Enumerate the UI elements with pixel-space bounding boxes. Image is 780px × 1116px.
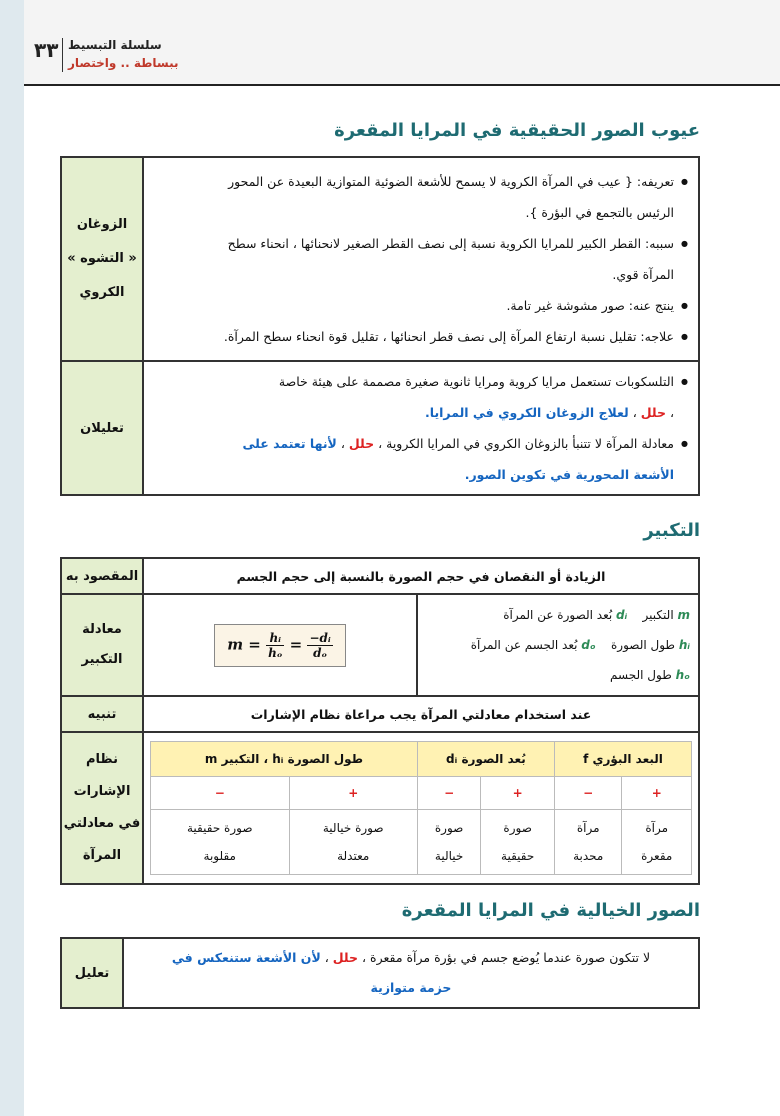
table-row — [61, 696, 699, 732]
sign-desc — [151, 810, 290, 875]
bullet-cause — [152, 228, 688, 290]
magnification-equation: m = $\frac{\text{hᵢ}}{\text{hₒ}}$ = $\frac{\text{−dᵢ}}{\text{dₒ}}$ — [214, 624, 346, 667]
legend-text: بُعد الجسم عن المرآة — [470, 638, 578, 652]
reason-answer: لأن الأشعة ستنعكس في — [171, 950, 321, 965]
reason-answer: حزمة متوازية — [370, 980, 452, 995]
header-divider — [62, 38, 63, 72]
label-line: في معادلتي — [63, 816, 141, 831]
reason-answer: لأنها تعتمد على — [242, 436, 337, 451]
cause-line: المرآة قوي. — [612, 267, 674, 282]
legend-symbol: dᵢ — [616, 608, 628, 622]
aberration-table — [60, 156, 700, 496]
desc-line: مقعرة — [641, 849, 673, 863]
section-heading-spherical-aberration: عيوب الصور الحقيقية في المرايا المقعرة — [334, 120, 700, 141]
label-line: الكروي — [79, 285, 125, 300]
eq-denominator: hₒ — [268, 645, 283, 660]
bullet-definition — [152, 166, 688, 228]
legend-symbol: hₒ — [675, 668, 690, 682]
sign-desc — [289, 810, 417, 875]
reason-text: التلسكوبات تستعمل مرايا كروية ومرايا ثانوية صغيرة مصممة على هيئة خاصة — [278, 374, 674, 389]
reason-answer: الأشعة المحورية في تكوين الصور. — [464, 467, 674, 482]
sign-mark: − — [554, 777, 622, 810]
aberration-details — [143, 157, 699, 361]
sign-mark: + — [481, 777, 555, 810]
table-row — [61, 594, 699, 696]
desc-line: مقلوبة — [203, 849, 236, 863]
label-line: التكبير — [81, 652, 123, 667]
row-label-reasons: تعليلان — [61, 361, 143, 495]
legend-text: بُعد الصورة عن المرآة — [503, 608, 613, 622]
sign-desc — [554, 810, 622, 875]
row-label-equation — [61, 594, 143, 696]
table-row — [61, 938, 699, 1008]
eq-fraction-heights — [266, 631, 284, 660]
sign-mark: + — [289, 777, 417, 810]
legend-symbol: hᵢ — [678, 638, 690, 652]
series-title: سلسلة التبسيط — [68, 38, 162, 52]
virtual-images-table — [60, 937, 700, 1009]
sign-convention-table — [150, 741, 692, 875]
label-line: المرآة — [82, 848, 122, 863]
desc-line: محدبة — [573, 849, 604, 863]
desc-line: صورة — [434, 821, 464, 835]
table-row — [61, 361, 699, 495]
sign-desc — [417, 810, 480, 875]
sign-head-image-distance: بُعد الصورة dᵢ — [417, 742, 554, 777]
sign-mark: − — [417, 777, 480, 810]
legend-line — [426, 600, 690, 630]
reasons-details — [143, 361, 699, 495]
cause-line: سببه: القطر الكبير للمرايا الكروية نسبة إلى نصف القطر الصغير لانحنائها ، انحناء سطح — [227, 236, 674, 251]
desc-line: معتدلة — [337, 849, 370, 863]
legend-text: التكبير — [642, 608, 674, 622]
table-row — [61, 732, 699, 884]
equation-cell — [143, 594, 417, 696]
equation-legend — [417, 594, 699, 696]
sign-mark: − — [151, 777, 290, 810]
section-heading-magnification: التكبير — [643, 520, 700, 541]
legend-line — [426, 630, 690, 660]
section-heading-virtual-images: الصور الخيالية في المرايا المقعرة — [401, 900, 700, 921]
label-line: « التشوه » — [67, 251, 137, 266]
sign-header-row — [151, 742, 692, 777]
legend-symbol: dₒ — [581, 638, 596, 652]
desc-line: خيالية — [434, 849, 464, 863]
meaning-text: الزيادة أو النقصان في حجم الصورة بالنسبة إلى حجم الجسم — [143, 558, 699, 594]
magnification-table — [60, 557, 700, 885]
desc-line: صورة خيالية — [322, 821, 384, 835]
legend-text: طول الصورة — [611, 638, 675, 652]
row-label-aberration — [61, 157, 143, 361]
sign-desc — [622, 810, 692, 875]
sign-desc-row — [151, 810, 692, 875]
sign-mark-row — [151, 777, 692, 810]
desc-line: مرآة — [576, 821, 600, 835]
eq-fraction-distances — [307, 631, 332, 660]
row-label-note: تنبيه — [61, 696, 143, 732]
legend-text: طول الجسم — [610, 668, 672, 682]
reason-text: معادلة المرآة لا تتنبأ بالزوغان الكروي في المرايا الكروية ، — [378, 436, 674, 451]
eq-denominator: dₒ — [313, 645, 328, 660]
row-label-signs — [61, 732, 143, 884]
reason-details: لا تتكون صورة عندما يُوضع جسم في بؤرة مرآة مقعرة ، حلل ، لأن الأشعة ستنعكس في حزمة متوازية — [123, 938, 699, 1008]
row-label-meaning: المقصود به — [61, 558, 143, 594]
eq-numerator: −dᵢ — [309, 630, 331, 645]
note-text: عند استخدام معادلتي المرآة يجب مراعاة نظام الإشارات — [143, 696, 699, 732]
definition-line: تعريفه: { عيب في المرآة الكروية لا يسمح للأشعة الضوئية المتوازية البعيدة عن المحور — [228, 174, 674, 189]
desc-line: حقيقية — [501, 849, 535, 863]
label-line: الإشارات — [73, 784, 131, 799]
legend-line — [426, 660, 690, 690]
legend-symbol: m — [677, 608, 690, 622]
label-line: معادلة — [82, 622, 122, 637]
sign-head-height-mag: طول الصورة hᵢ ، التكبير m — [151, 742, 418, 777]
sign-desc — [481, 810, 555, 875]
definition-line: الرئيس بالتجمع في البؤرة }. — [525, 205, 674, 220]
analyze-tag: حلل — [332, 950, 359, 965]
series-subtitle: ببساطة .. واختصار — [68, 56, 179, 70]
sign-mark: + — [622, 777, 692, 810]
table-row — [61, 558, 699, 594]
sign-convention-cell — [143, 732, 699, 884]
desc-line: صورة — [503, 821, 532, 835]
reason-text: لا تتكون صورة عندما يُوضع جسم في بؤرة مرآة مقعرة ، — [362, 950, 651, 965]
reason-answer: لعلاج الزوغان الكروي في المرايا. — [425, 405, 629, 420]
sign-head-focal: البعد البؤري f — [554, 742, 691, 777]
bullet-mirror-equation: ● معادلة المرآة لا تتنبأ بالزوغان الكروي في المرايا الكروية ، حلل ، لأنها تعتمد على الأشعة المحورية في تكوين الصور. — [152, 428, 688, 490]
bullet-telescopes: ● التلسكوبات تستعمل مرايا كروية ومرايا ثانوية صغيرة مصممة على هيئة خاصة ، حلل ، لعلاج الزوغان الكروي في المرايا. — [152, 366, 688, 428]
bullet-result: ● ينتج عنه: صور مشوشة غير تامة. — [152, 290, 688, 321]
label-line: نظام — [86, 752, 118, 767]
bullet-treatment: ● علاجه: تقليل نسبة ارتفاع المرآة إلى نصف قطر انحنائها ، تقليل قوة انحناء سطح المرآة. — [152, 321, 688, 352]
analyze-tag: حلل — [640, 405, 666, 420]
page-number: ٣٣ — [34, 38, 59, 62]
desc-line: مرآة — [645, 821, 669, 835]
table-row — [61, 157, 699, 361]
eq-lhs: m — [227, 635, 244, 653]
desc-line: صورة حقيقية — [187, 821, 253, 835]
label-line: الزوغان — [76, 217, 128, 232]
eq-numerator: hᵢ — [266, 631, 284, 646]
page-margin-band — [0, 0, 24, 1116]
row-label-reason: تعليل — [61, 938, 123, 1008]
analyze-tag: حلل — [348, 436, 375, 451]
